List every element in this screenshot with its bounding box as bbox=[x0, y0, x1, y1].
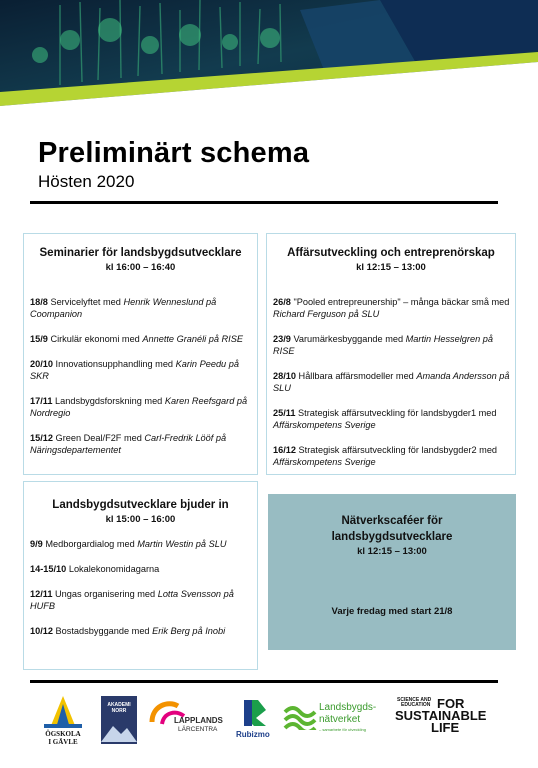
sustainable-small2: EDUCATION bbox=[401, 702, 431, 708]
event-item bbox=[30, 432, 252, 456]
event-speaker: Lotta Svensson på HUFB bbox=[30, 589, 234, 611]
event-item bbox=[30, 296, 252, 320]
event-date: 16/12 bbox=[273, 445, 296, 455]
event-date: 23/9 bbox=[273, 334, 291, 344]
event-list bbox=[267, 296, 515, 481]
lapplands-line1: LAPPLANDS bbox=[174, 716, 223, 725]
box-title-line2: landsbygdsutvecklare bbox=[331, 531, 453, 543]
affarsutveckling-box bbox=[266, 233, 516, 475]
partner-logos bbox=[0, 692, 538, 752]
mountain-icon bbox=[101, 718, 137, 742]
sustainable-small1: SCIENCE AND bbox=[397, 697, 432, 703]
event-text: Innovationsupphandling med bbox=[53, 359, 176, 369]
event-text: Hållbara affärsmodeller med bbox=[296, 371, 417, 381]
event-text: Medborgardialog med bbox=[42, 539, 138, 549]
event-text: Green Deal/F2F med bbox=[53, 433, 145, 443]
landsbygd-tagline: – samarbete för utveckling bbox=[319, 727, 366, 732]
box-title: Landsbygdsutvecklare bjuder in bbox=[52, 499, 229, 511]
box-time: kl 15:00 – 16:00 bbox=[105, 514, 176, 525]
event-date: 15/9 bbox=[30, 334, 48, 344]
title-divider bbox=[30, 201, 498, 204]
box-note: Varje fredag med start 21/8 bbox=[331, 606, 453, 617]
seminarier-box bbox=[23, 233, 258, 475]
event-item bbox=[273, 370, 510, 394]
event-text: Cirkulär ekonomi med bbox=[47, 334, 143, 344]
event-item bbox=[273, 296, 510, 320]
event-speaker: Karen Reefsgard på Nordregio bbox=[30, 396, 248, 418]
event-date: 25/11 bbox=[273, 408, 296, 418]
event-list bbox=[24, 296, 257, 469]
event-text: Varumärkesbyggande med bbox=[290, 334, 406, 344]
event-date: 10/12 bbox=[30, 626, 53, 636]
event-speaker: Erik Berg på Inobi bbox=[152, 626, 226, 636]
event-date: 17/11 bbox=[30, 396, 53, 406]
natverkscafeer-box bbox=[268, 494, 516, 650]
sustainable-life-logo bbox=[395, 698, 505, 742]
rubizmo-name: Rubizmo bbox=[236, 730, 270, 739]
event-item bbox=[30, 588, 252, 612]
landsbygd-wave-icon bbox=[283, 702, 317, 730]
event-speaker: Affärskompetens Sverige bbox=[273, 420, 376, 430]
landsbygd-line1: Landsbygds- bbox=[319, 702, 377, 713]
akademi-line2: NORR bbox=[111, 708, 127, 714]
landsbygd-line2: nätverket bbox=[319, 714, 361, 725]
event-item bbox=[273, 444, 510, 468]
event-text: Lokalekonomidagarna bbox=[66, 564, 160, 574]
box-title: Seminarier för landsbygdsutvecklare bbox=[39, 247, 242, 259]
box-title: Affärsutveckling och entreprenörskap bbox=[287, 247, 495, 259]
page-title: Preliminärt schema bbox=[38, 137, 310, 169]
event-speaker: Carl-Fredrik Lööf på Näringsdepartementet bbox=[30, 433, 227, 455]
event-speaker: Martin Westin på SLU bbox=[137, 539, 227, 549]
rubizmo-mark-icon bbox=[240, 698, 270, 728]
box-time: kl 16:00 – 16:40 bbox=[105, 262, 176, 273]
hig-emblem-icon bbox=[40, 694, 86, 730]
event-text: Servicelyftet med bbox=[47, 297, 124, 307]
box-time: kl 12:15 – 13:00 bbox=[356, 262, 426, 273]
event-speaker: Karin Peedu på SKR bbox=[30, 359, 239, 381]
event-text: Landsbygdsforskning med bbox=[52, 396, 165, 406]
akademi-norr-logo bbox=[101, 696, 137, 744]
event-speaker: Amanda Andersson på SLU bbox=[273, 371, 510, 393]
event-date: 28/10 bbox=[273, 371, 296, 381]
lapplands-line2: LÄRCENTRA bbox=[178, 726, 218, 733]
event-speaker: Richard Ferguson på SLU bbox=[273, 309, 380, 319]
event-item bbox=[30, 358, 252, 382]
landsbygdsnatverket-logo bbox=[283, 700, 383, 740]
event-text: Ungas organisering med bbox=[52, 589, 158, 599]
event-item bbox=[30, 333, 252, 345]
event-speaker: Annette Granéli på RISE bbox=[142, 334, 243, 344]
box-title-line1: Nätverkscaféer för bbox=[341, 515, 443, 527]
event-text: Strategisk affärsutveckling för landsbygder2 med bbox=[296, 445, 498, 455]
sustainable-line2: SUSTAINABLE bbox=[395, 708, 487, 723]
footer-divider bbox=[30, 680, 498, 683]
event-date: 15/12 bbox=[30, 433, 53, 443]
event-list bbox=[24, 538, 257, 650]
event-date: 20/10 bbox=[30, 359, 53, 369]
event-speaker: Martin Hesselgren på RISE bbox=[273, 334, 493, 356]
event-date: 12/11 bbox=[30, 589, 53, 599]
lapplands-larcentra-logo bbox=[148, 696, 226, 744]
sustainable-for: FOR bbox=[437, 696, 465, 711]
header-banner-image bbox=[0, 0, 538, 112]
event-item bbox=[30, 563, 252, 575]
event-text: Bostadsbyggande med bbox=[53, 626, 153, 636]
akademi-line1: AKADEMI bbox=[107, 702, 131, 708]
box-time: kl 12:15 – 13:00 bbox=[357, 546, 427, 557]
event-item bbox=[30, 625, 252, 637]
sustainable-line3: LIFE bbox=[431, 720, 460, 735]
event-date: 18/8 bbox=[30, 297, 48, 307]
event-item bbox=[273, 407, 510, 431]
event-item bbox=[273, 333, 510, 357]
bjuder-in-box bbox=[23, 481, 258, 670]
event-date: 26/8 bbox=[273, 297, 291, 307]
hig-line1: ÖGSKOLA bbox=[45, 730, 81, 738]
page-subtitle: Hösten 2020 bbox=[38, 172, 135, 191]
event-speaker: Henrik Wenneslund på Coompanion bbox=[30, 297, 217, 319]
event-date: 9/9 bbox=[30, 539, 43, 549]
event-item bbox=[30, 395, 252, 419]
event-date: 14-15/10 bbox=[30, 564, 67, 574]
rubizmo-logo bbox=[236, 698, 276, 744]
event-text: Strategisk affärsutveckling för landsbygder1 med bbox=[295, 408, 497, 418]
hig-logo bbox=[40, 694, 86, 750]
event-item bbox=[30, 538, 252, 550]
event-speaker: Affärskompetens Sverige bbox=[273, 457, 376, 467]
event-text: "Pooled entrepreunership" – många bäckar små med bbox=[290, 297, 510, 307]
hig-line2: I GÄVLE bbox=[48, 738, 78, 746]
